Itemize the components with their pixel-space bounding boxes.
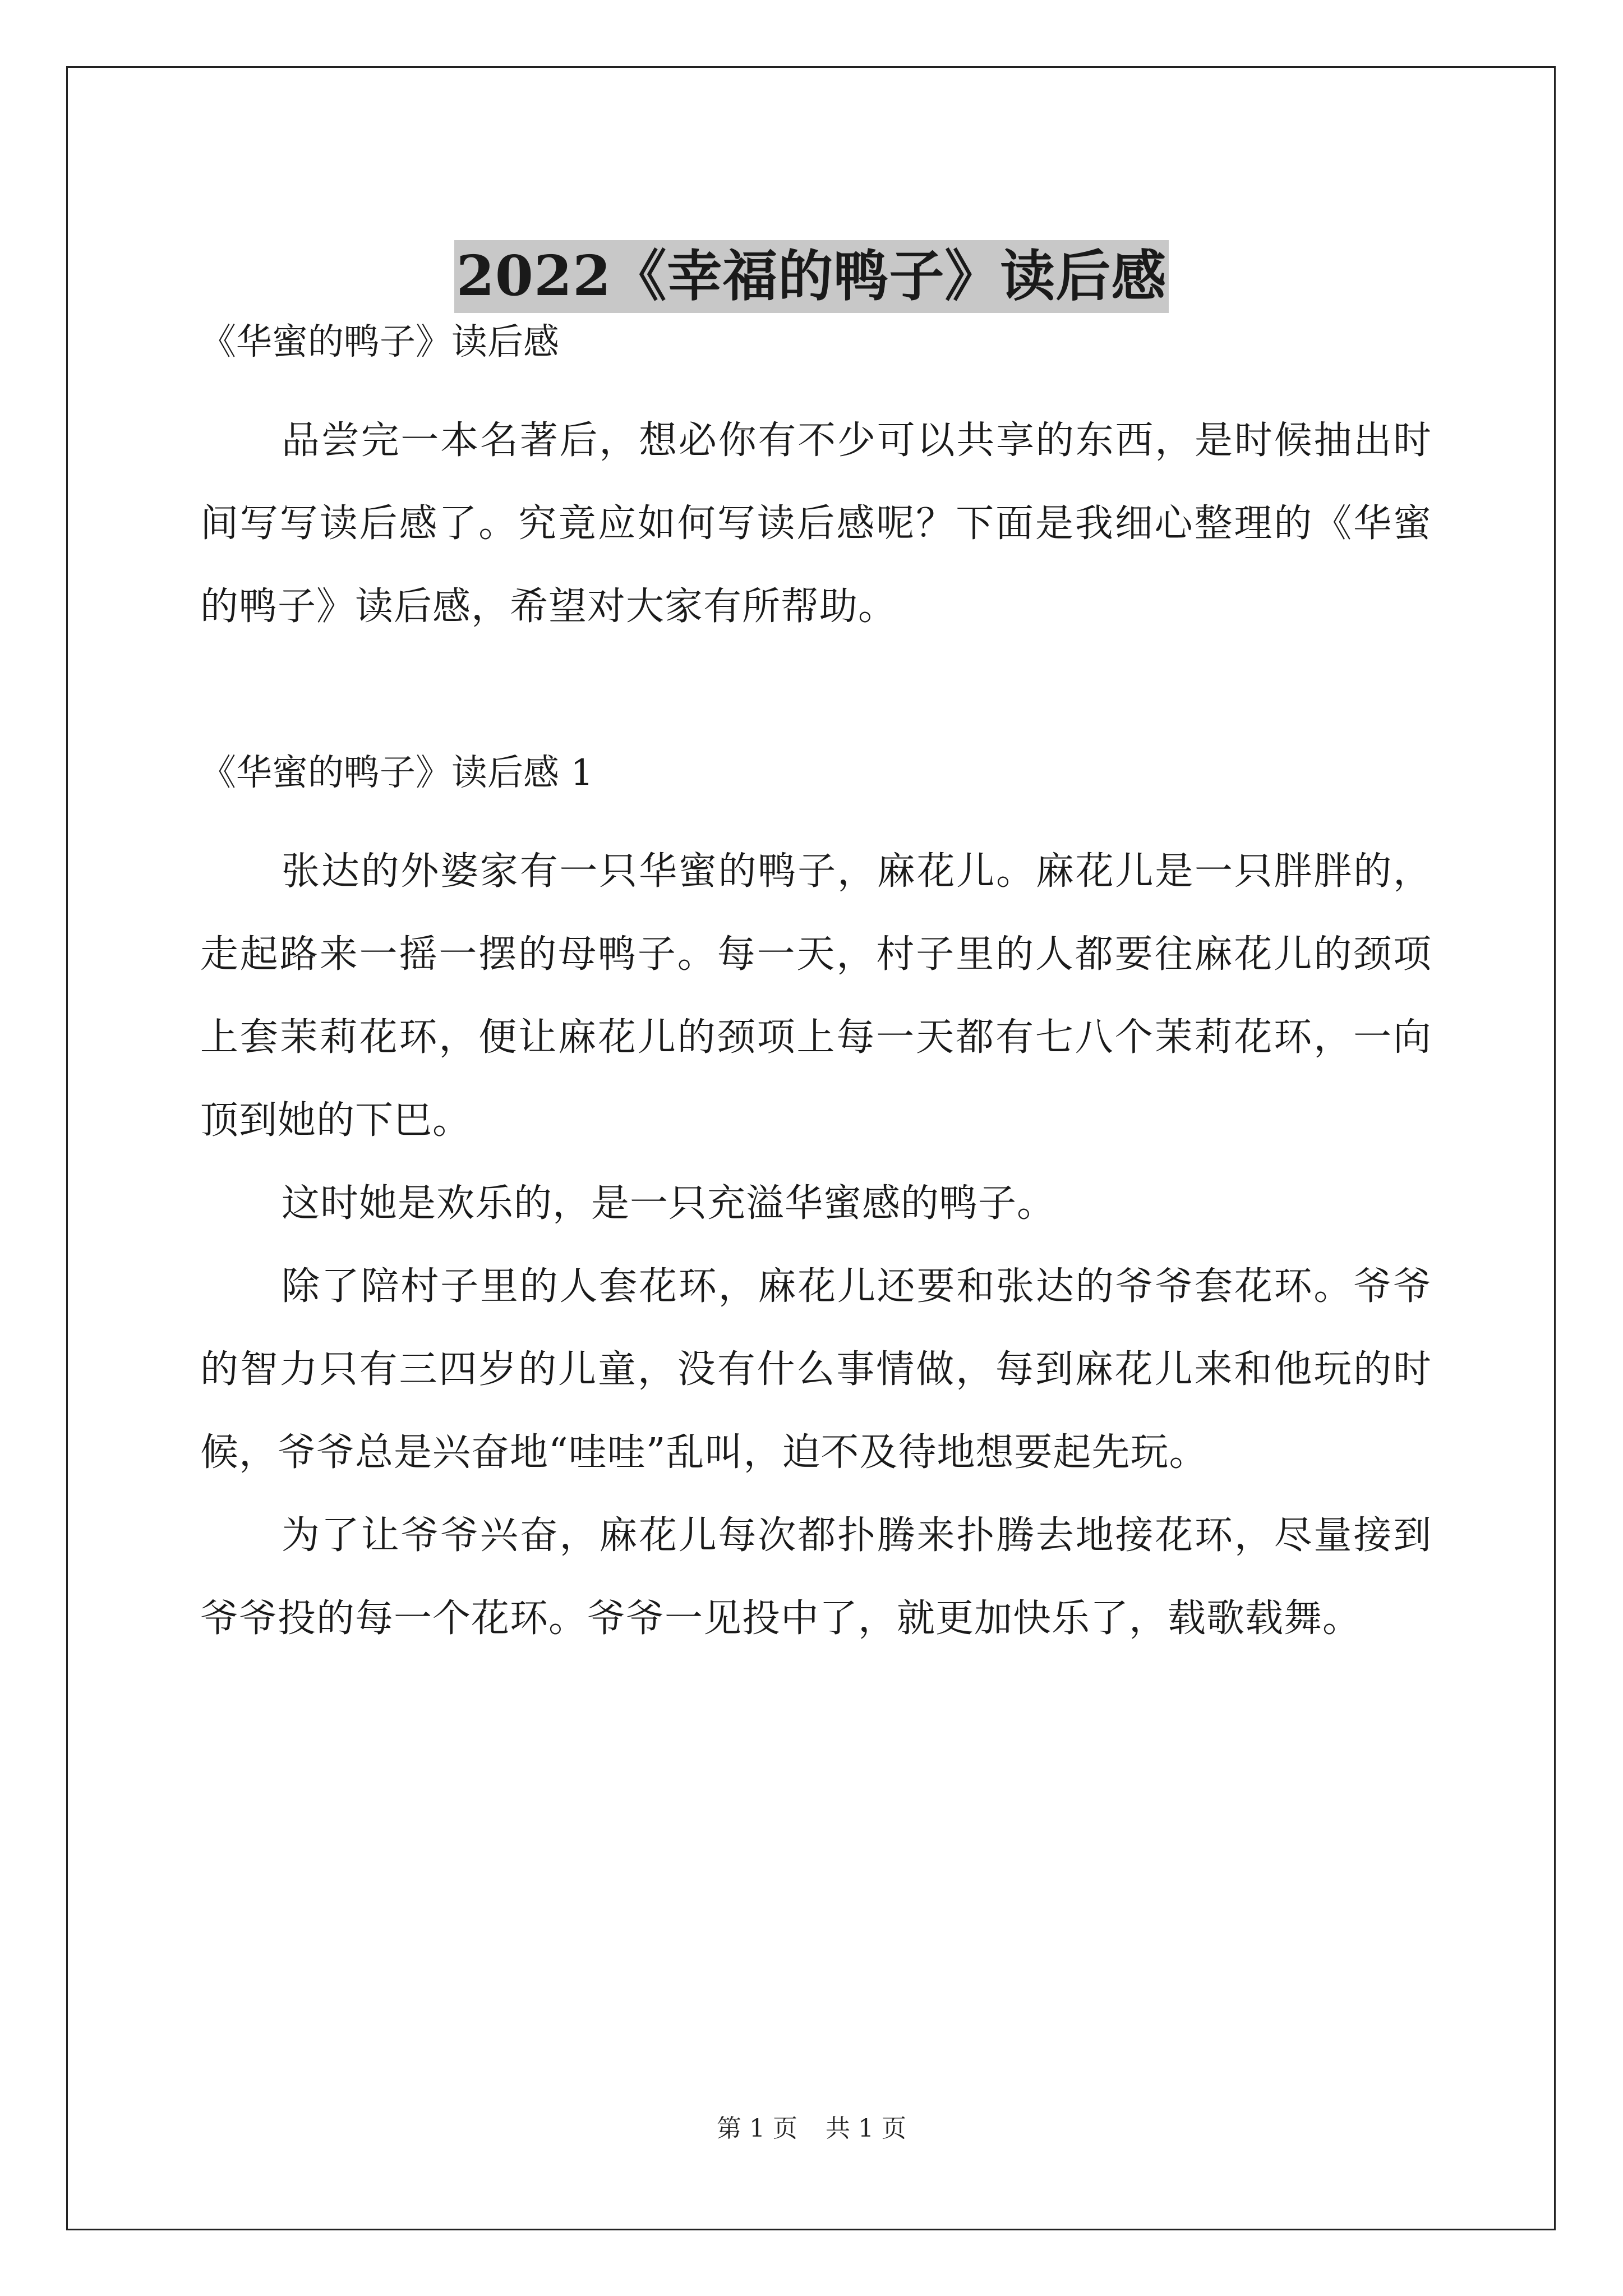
section-1-paragraph-3: 除了陪村子里的人套花环，麻花儿还要和张达的爷爷套花环。爷爷的智力只有三四岁的儿童，没有什么事情做，每到麻花儿来和他玩的时候，爷爷总是兴奋地“哇哇”乱叫，迫不及待地想要起先玩。 bbox=[200, 1264, 1432, 1475]
page-footer bbox=[0, 2112, 1623, 2146]
section-1-paragraph-1: 张达的外婆家有一只华蜜的鸭子，麻花儿。麻花儿是一只胖胖的，走起路来一摇一摆的母鸭子。每一天，村子里的人都要往麻花儿的颈项上套茉莉花环，便让麻花儿的颈项上每一天都有七八个茉莉花环，一向顶到她的下巴。 bbox=[200, 849, 1432, 1143]
section-spacer bbox=[200, 648, 1432, 745]
document-body bbox=[200, 314, 1432, 1660]
page-number: 第 1 页 bbox=[717, 2114, 797, 2143]
section-1-paragraph-2: 这时她是欢乐的，是一只充溢华蜜感的鸭子。 bbox=[282, 1181, 1056, 1226]
intro-paragraph: 品尝完一本名著后，想必你有不少可以共享的东西，是时候抽出时间写写读后感了。究竟应如何写读后感呢？下面是我细心整理的《华蜜的鸭子》读后感，希望对大家有所帮助。 bbox=[200, 418, 1432, 629]
section-1-heading: 《华蜜的鸭子》读后感 1 bbox=[200, 752, 594, 794]
page-total: 共 1 页 bbox=[826, 2114, 906, 2143]
intro-heading: 《华蜜的鸭子》读后感 bbox=[200, 321, 559, 363]
document-title: 2022《幸福的鸭子》读后感 bbox=[454, 240, 1169, 313]
section-1-paragraph-4: 为了让爷爷兴奋，麻花儿每次都扑腾来扑腾去地接花环，尽量接到爷爷投的每一个花环。爷爷一见投中了，就更加快乐了，载歌载舞。 bbox=[200, 1513, 1432, 1641]
